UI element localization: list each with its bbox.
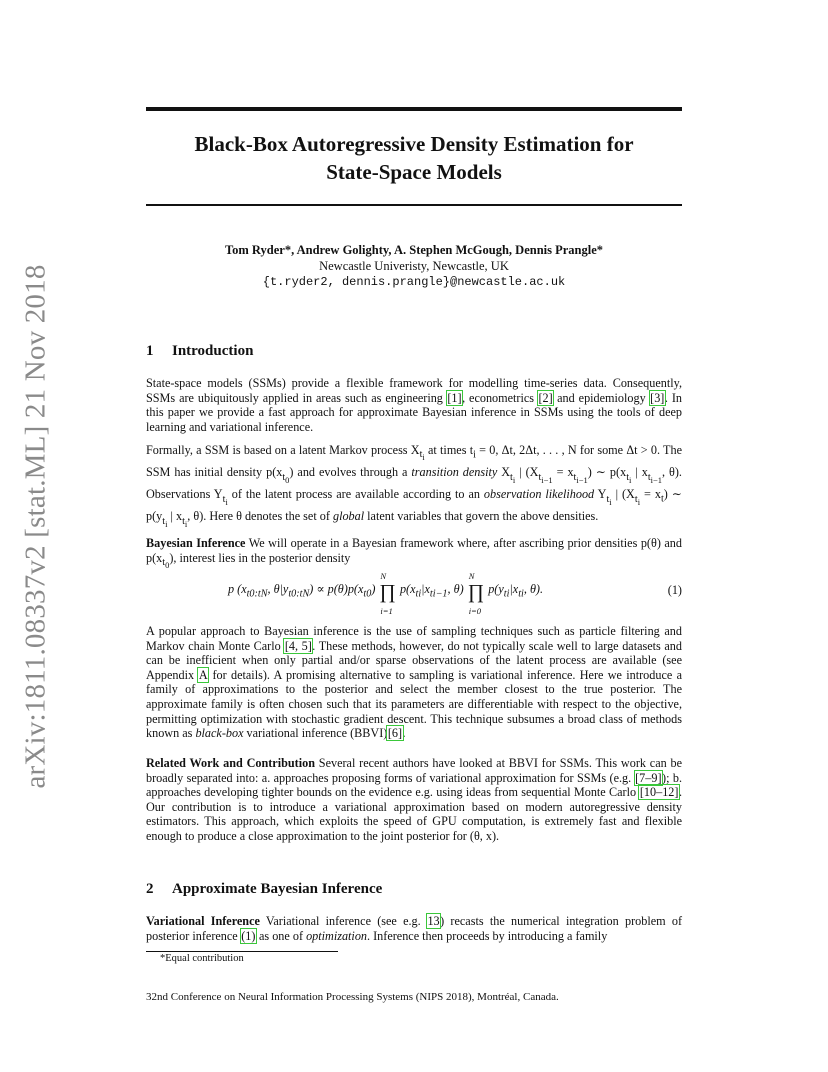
paragraph-heading: Variational Inference	[146, 914, 260, 928]
section-title: Introduction	[172, 343, 254, 359]
section-heading-approximate-bayesian-inference	[146, 881, 382, 898]
equation-number: (1)	[667, 583, 682, 597]
footnote-rule	[146, 951, 338, 952]
author-emails: {t.ryder2, dennis.prangle}@newcastle.ac.uk	[262, 275, 566, 289]
arxiv-id-text: arXiv:1811.08337v2 [stat.ML] 21 Nov 2018	[19, 263, 52, 789]
paragraph-bayesian-inference: Bayesian Inference We will operate in a Bayesian framework where, after ascribing prior densities p(θ) and $p(x_{t_0})$, interest lies in the posterior density	[146, 536, 682, 571]
section-number: 1	[146, 343, 154, 359]
paper-title	[146, 130, 682, 186]
citation-link[interactable]: [4, 5]	[284, 638, 312, 653]
title-bottom-rule	[146, 204, 682, 206]
equation-formula: p ($x_{t0:tN}$, $\theta|y_{t0:tN}) \propto p(\theta)p(x_{t0})$ ∏ N i=1 $p(x_{ti}|x_{ti-1}$, θ) ∏ N i=0 $p(y_{ti}|x_{ti}$, θ).	[228, 571, 544, 616]
arxiv-side-stamp	[19, 263, 52, 789]
equation-1	[146, 573, 682, 617]
citation-link[interactable]: [6]	[387, 726, 403, 741]
author-block	[146, 242, 682, 290]
product-symbol: ∏ N i=1	[379, 571, 396, 616]
citation-link[interactable]: [1]	[447, 390, 462, 405]
paragraph-intro: State-space models (SSMs) provide a flexible framework for modelling time-series data. Consequently, SSMs are ubiquitously applied in areas such as engineering [1], econometrics [2] and epidemiology [3]. In this paper we provide a fast approach for approximate Bayesian inference in SSMs using the tools of deep learning and variational inference.	[146, 376, 683, 434]
paragraph-variational-inference: Variational Inference Variational inference (see e.g. 13) recasts the numerical integration problem of posterior inference (1) as one of optimization. Inference then proceeds by introducing a family	[146, 914, 682, 943]
citation-link[interactable]: [3]	[650, 390, 665, 405]
paragraph-sampling-approaches: A popular approach to Bayesian inference is the use of sampling techniques such as particle filtering and Markov chain Monte Carlo [4, 5]. These methods, however, do not typically scale well to large datasets and can be inefficient when only partial and/or sparse observations of the latent process are available (see Appendix A for details). A promising alternative to sampling is variational inference. Here we introduce a family of approximations to the posterior and select the member closest to the true posterior. The approximate family is often chosen such that its parameters are differentiable with respect to the objective, permitting optimization with stochastic gradient descent. This technique subsumes a broad class of methods known as black-box variational inference (BBVI)[6].	[146, 624, 682, 741]
paragraph-heading: Bayesian Inference	[146, 536, 246, 550]
paragraph-related-work: Related Work and Contribution Several recent authors have looked at BBVI for SSMs. This work can be broadly separated into: a. approaches proposing forms of variational approximation for SSMs (e.g. [7–9]); b. approaches developing tighter bounds on the evidence e.g. using ideas from sequential Monte Carlo [10–12]. Our contribution is to introduce a variational approximation based on modern autoregressive density estimators. This approach, which exploits the speed of GPU computation, is extremely fast and flexible enough to produce a close approximation to the joint posterior for (θ, x).	[146, 756, 683, 843]
citation-link[interactable]: 13	[427, 914, 440, 928]
citation-link[interactable]: [10–12]	[639, 785, 679, 800]
section-number: 2	[146, 881, 154, 897]
citation-link[interactable]: [2]	[538, 390, 553, 405]
author-names: Tom Ryder*, Andrew Golighty, A. Stephen McGough, Dennis Prangle*	[224, 243, 604, 257]
author-affiliation: Newcastle Univeristy, Newcastle, UK	[319, 259, 509, 273]
appendix-link[interactable]: A	[198, 667, 208, 682]
section-title: Approximate Bayesian Inference	[172, 881, 383, 897]
title-top-rule	[146, 107, 682, 111]
conference-footer: 32nd Conference on Neural Information Processing Systems (NIPS 2018), Montréal, Canada.	[146, 991, 559, 1003]
footnote: *Equal contribution	[160, 953, 244, 964]
section-heading-introduction	[146, 343, 253, 360]
product-symbol: ∏ N i=0	[467, 571, 485, 616]
equation-link[interactable]: (1)	[241, 928, 256, 943]
title-line-2: State-Space Models	[326, 160, 502, 184]
title-line-1: Black-Box Autoregressive Density Estimation for	[194, 132, 634, 156]
paragraph-heading: Related Work and Contribution	[146, 756, 315, 770]
citation-link[interactable]: [7–9]	[635, 770, 662, 785]
paragraph-formal-ssm: Formally, a SSM is based on a latent Markov process $X_{t_i}$ at times $t_i = 0$, Δt, 2Δt, . . . , N for some Δt > 0. The SSM has initial density $p(x_{t_0})$ and evolves through a transition density $X_{t_i}$ | $(X_{t_{i-1}} = x_{t_{i-1}})$ ∼ $p(x_{t_i}$ | $x_{t_{i-1}}$, θ). Observations $Y_{t_i}$ of the latent process are available according to an observation likelihood $Y_{t_i}$ | $(X_{t_i} = x_t)$ ∼ $p(y_{t_i}$ | $x_{t_i}$, θ). Here θ denotes the set of global latent variables that govern the above densities.	[146, 443, 682, 529]
